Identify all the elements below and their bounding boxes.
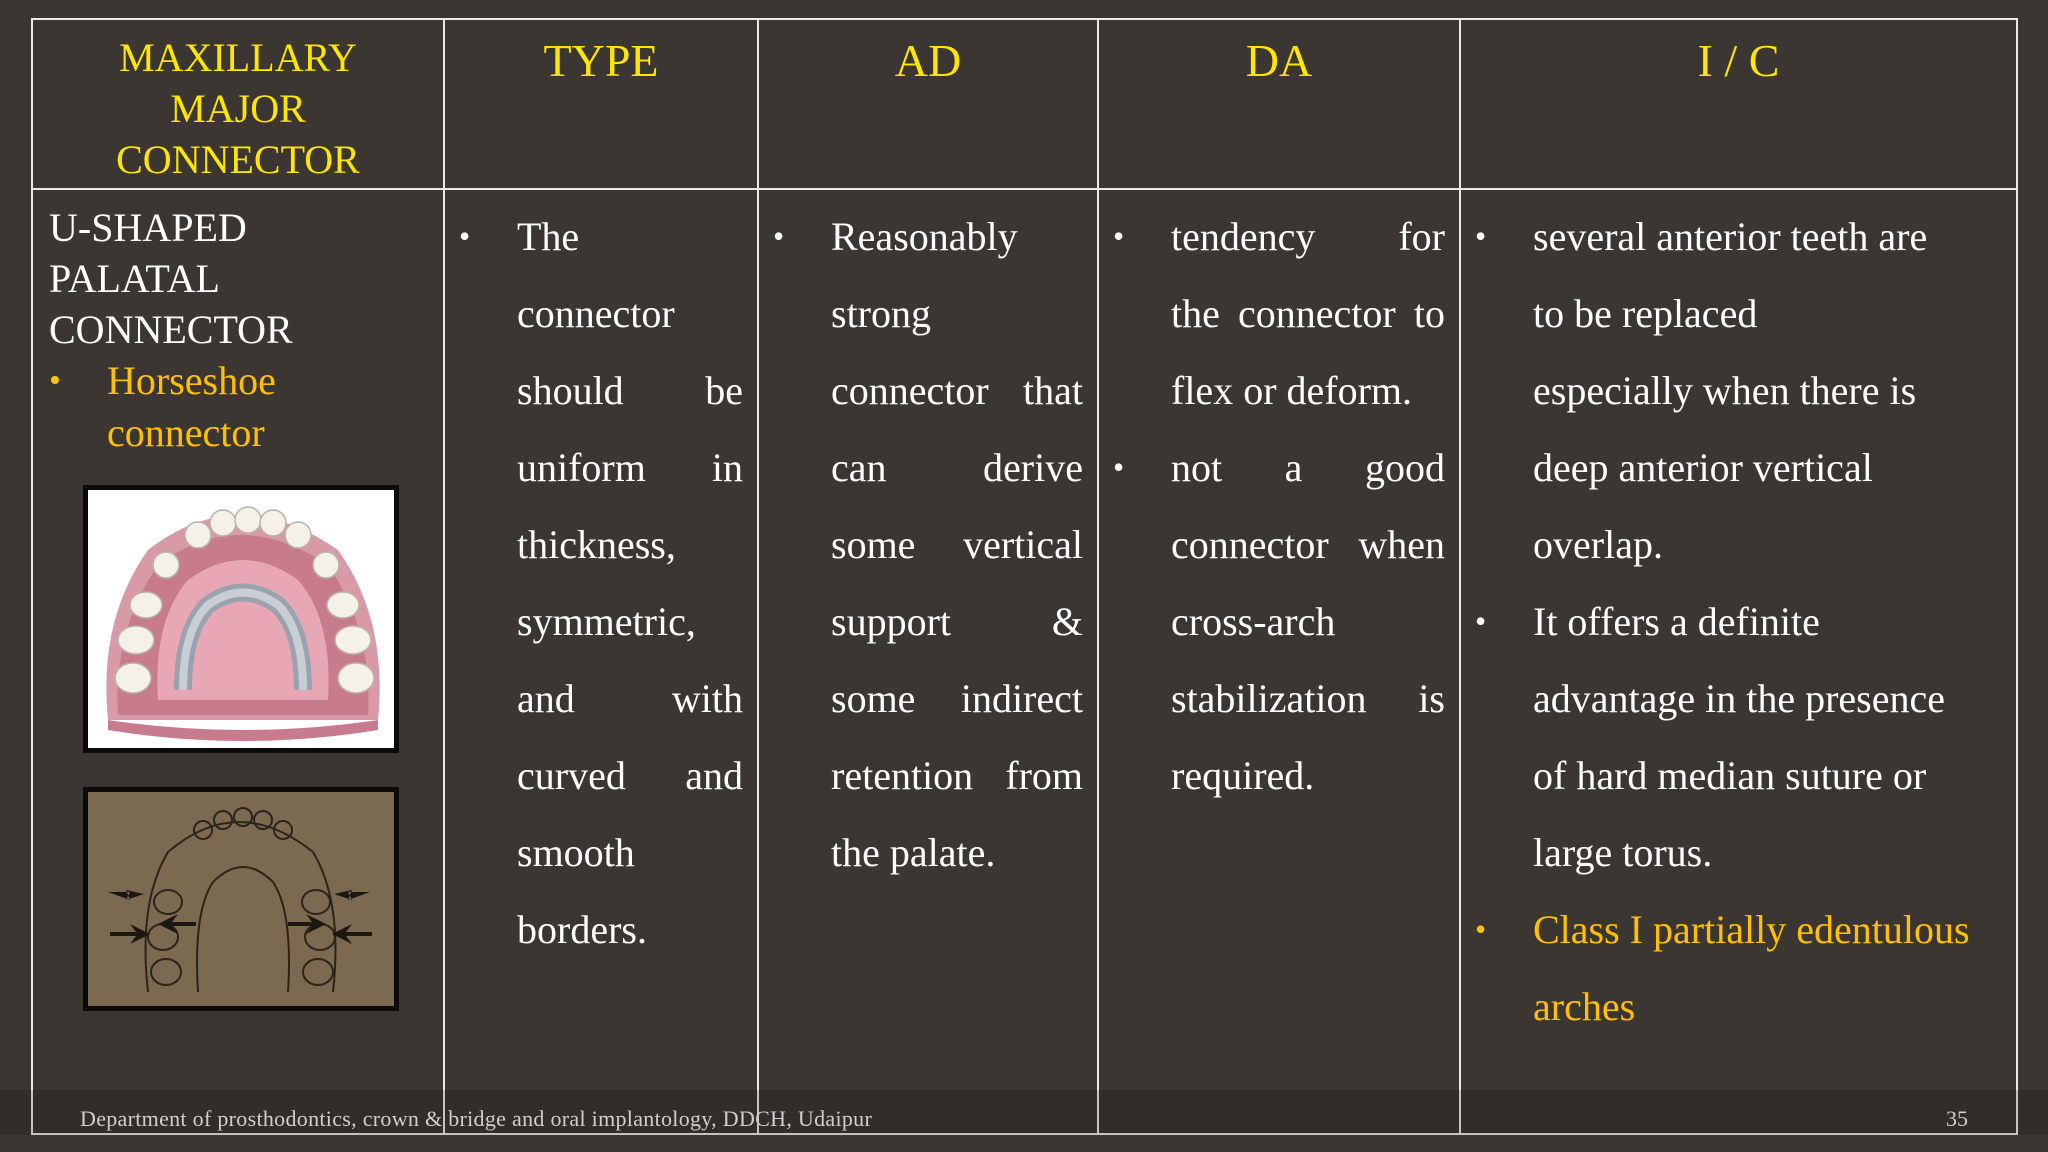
header-ic: I / C <box>1460 19 2017 189</box>
da-line: the connector to <box>1171 291 1445 336</box>
header-line: CONNECTOR <box>116 137 360 182</box>
type-line: curved and <box>517 753 743 798</box>
type-cell <box>444 189 758 1134</box>
subtype-line: connector <box>107 410 265 455</box>
ic-line: • It offers a definite <box>1533 599 1820 644</box>
ic-line: advantage in the presence <box>1533 676 1946 721</box>
da-line: stabilization is <box>1171 676 1445 721</box>
header-line: MAJOR <box>170 86 306 131</box>
ad-list <box>759 198 1083 891</box>
ad-cell <box>758 189 1098 1134</box>
palate-illustration-image <box>83 485 399 753</box>
da-line: • tendency for <box>1171 214 1445 259</box>
arch-force-diagram-image <box>83 787 399 1011</box>
ic-line: • Class I partially edentulous <box>1533 907 1970 952</box>
ic-line: large torus. <box>1533 830 1713 875</box>
header-ad: AD <box>758 19 1098 189</box>
ad-line: retention from <box>831 753 1083 798</box>
ad-line: • Reasonably <box>831 214 1018 259</box>
subtype-line: • Horseshoe <box>107 358 276 403</box>
type-line: symmetric, <box>517 599 696 644</box>
type-line: borders. <box>517 907 647 952</box>
type-line: uniform in <box>517 445 743 490</box>
ic-line: deep anterior vertical <box>1533 445 1873 490</box>
page-number: 35 <box>1946 1106 1968 1131</box>
ic-list <box>1461 198 2002 1045</box>
da-line: • not a good <box>1171 445 1445 490</box>
connector-title-line: U-SHAPED <box>49 205 247 250</box>
da-line: flex or deform. <box>1171 368 1413 413</box>
type-line: thickness, <box>517 522 676 567</box>
ic-cell <box>1460 189 2017 1134</box>
type-line: connector <box>517 291 675 336</box>
ad-line: can derive <box>831 445 1083 490</box>
ic-line: of hard median suture or <box>1533 753 1927 798</box>
header-line: MAXILLARY <box>119 35 357 80</box>
da-item <box>1099 429 1445 814</box>
connector-subtype <box>49 355 429 459</box>
type-item <box>445 198 743 968</box>
ic-item <box>1461 198 2002 583</box>
da-list <box>1099 198 1445 814</box>
type-list <box>445 198 743 968</box>
header-maxillary-major-connector <box>32 19 444 189</box>
da-line: required. <box>1171 753 1315 798</box>
connector-title-line: PALATAL <box>49 256 220 301</box>
type-line: should be <box>517 368 743 413</box>
ic-line: • several anterior teeth are <box>1533 214 1928 259</box>
connector-title-line: CONNECTOR <box>49 307 293 352</box>
ad-line: support & <box>831 599 1083 644</box>
ad-line: connector that <box>831 368 1083 413</box>
type-line: • The <box>517 214 580 259</box>
ic-item <box>1461 583 2002 891</box>
type-line: smooth <box>517 830 635 875</box>
arch-force-diagram <box>88 792 394 1006</box>
ic-line: arches <box>1533 984 1636 1029</box>
ic-line: to be replaced <box>1533 291 1758 336</box>
header-da: DA <box>1098 19 1460 189</box>
ic-item-highlight <box>1461 891 2002 1045</box>
da-line: connector when <box>1171 522 1445 567</box>
header-type: TYPE <box>444 19 758 189</box>
horseshoe-connector-illustration <box>88 490 394 748</box>
header-row <box>32 19 2017 189</box>
ad-line: the palate. <box>831 830 996 875</box>
ic-line: overlap. <box>1533 522 1663 567</box>
ic-line: especially when there is <box>1533 368 1917 413</box>
da-line: cross-arch <box>1171 599 1336 644</box>
connector-subtype-list <box>49 355 429 459</box>
type-line: and with <box>517 676 743 721</box>
da-item <box>1099 198 1445 429</box>
ad-item <box>759 198 1083 891</box>
ad-line: some indirect <box>831 676 1083 721</box>
da-cell <box>1098 189 1460 1134</box>
ad-line: strong <box>831 291 931 336</box>
connector-title <box>49 202 429 355</box>
footer-text: Department of prosthodontics, crown & bridge and oral implantology, DDCH, Udaipur <box>80 1106 873 1131</box>
ad-line: some vertical <box>831 522 1083 567</box>
